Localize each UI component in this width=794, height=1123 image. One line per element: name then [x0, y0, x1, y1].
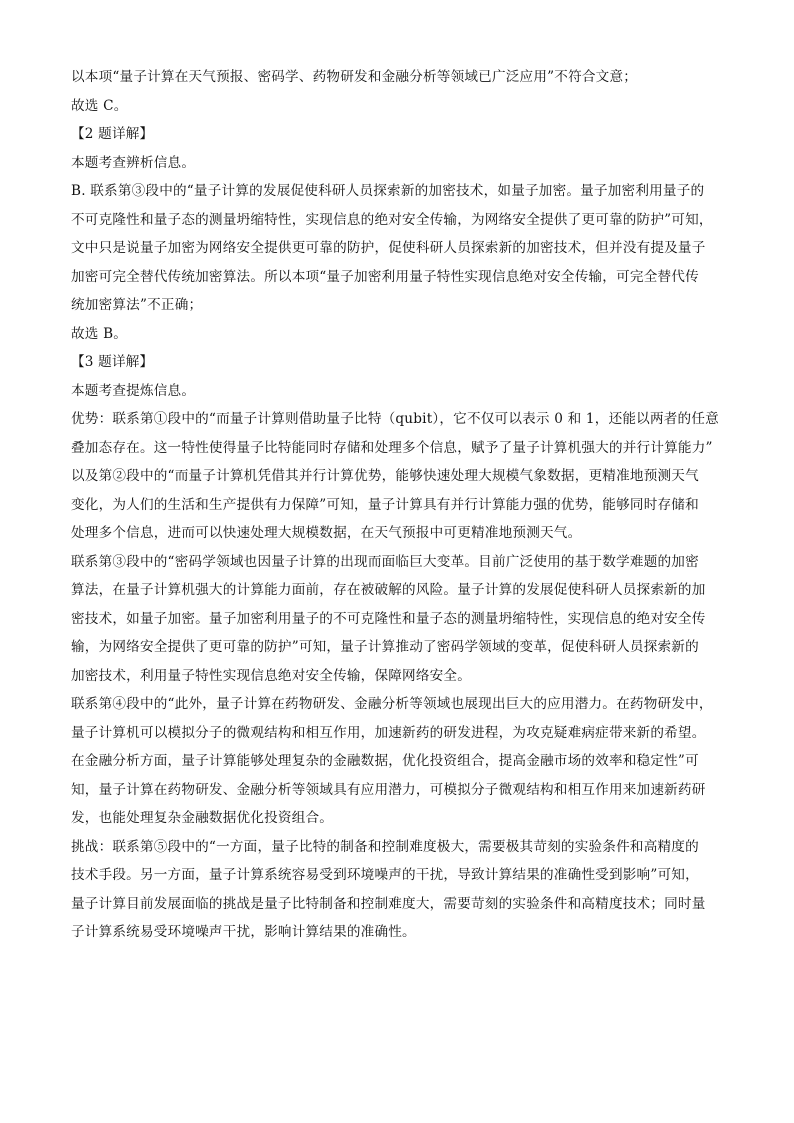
answer-line: 故选 C。	[71, 97, 128, 114]
text-line: 文中只是说量子加密为网络安全提供更可靠的防护，促使科研人员探索新的加密技术，但并没有提及量子	[71, 240, 706, 256]
section-heading: 【2 题详解】	[71, 126, 154, 142]
text-line: 叠加态存在。这一特性使得量子比特能同时存储和处理多个信息，赋予了量子计算机强大的并行计算能力”	[71, 439, 713, 456]
text-line: 本题考查辨析信息。	[71, 154, 196, 171]
text-line: 算法，在量子计算机强大的计算能力面前，存在被破解的风险。量子计算的发展促使科研人员探索新的加	[71, 582, 706, 598]
answer-line: 故选 B。	[71, 325, 128, 342]
text-line: 在金融分析方面，量子计算能够处理复杂的金融数据，优化投资组合，提高金融市场的效率和稳定性”可	[71, 753, 699, 769]
section-heading: 【3 题详解】	[71, 354, 154, 370]
text-line: 子计算系统易受环境噪声干扰，影响计算结果的准确性。	[71, 924, 416, 940]
text-line: 加密可完全替代传统加密算法。所以本项“量子加密利用量子特性实现信息绝对安全传输，可完全替代传	[71, 268, 699, 285]
text-line: 输，为网络安全提供了更可靠的防护”可知，量子计算推动了密码学领域的变革，促使科研人员探索新的	[71, 639, 699, 655]
text-line: 密技术，如量子加密。量子加密利用量子的不可克隆性和量子态的测量坍缩特性，实现信息的绝对安全传	[71, 610, 706, 627]
text-line: B. 联系第③段中的“量子计算的发展促使科研人员探索新的加密技术，如量子加密。量子加密利用量子的	[71, 183, 705, 199]
text-line: 技术手段。另一方面，量子计算系统容易受到环境噪声的干扰，导致计算结果的准确性受到影响”可知，	[71, 867, 699, 883]
text-line: 发，也能处理复杂金融数据优化投资组合。	[71, 810, 334, 826]
text-line: 以本项“量子计算在天气预报、密码学、药物研发和金融分析等领域已广泛应用”不符合文意；	[71, 69, 638, 85]
text-line: 不可克隆性和量子态的测量坍缩特性，实现信息的绝对安全传输，为网络安全提供了更可靠的防护”可知，	[71, 211, 713, 228]
text-line: 以及第②段中的“而量子计算机凭借其并行计算优势，能够快速处理大规模气象数据，更精准地预测天气	[71, 468, 699, 484]
text-line: 知，量子计算在药物研发、金融分析等领域具有应用潜力，可模拟分子微观结构和相互作用来加速新药研	[71, 781, 706, 798]
text-line: 挑战：联系第⑤段中的“一方面，量子比特的制备和控制难度极大，需要极其苛刻的实验条件和高精度的	[71, 838, 699, 855]
text-line: 变化，为人们的生活和生产提供有力保障”可知，量子计算具有并行计算能力强的优势，能够同时存储和	[71, 496, 699, 513]
text-line: 联系第④段中的“此外，量子计算在药物研发、金融分析等领域也展现出巨大的应用潜力。在药物研发中，	[71, 696, 713, 712]
text-line: 优势：联系第①段中的“而量子计算则借助量子比特（qubit），它不仅可以表示 0 和 1，还能以两者的任意	[71, 411, 719, 427]
text-line: 统加密算法”不正确；	[71, 297, 203, 313]
text-line: 量子计算机可以模拟分子的微观结构和相互作用，加速新药的研发进程，为攻克疑难病症带来新的希望。	[71, 724, 706, 741]
text-line: 本题考查提炼信息。	[71, 382, 196, 399]
text-line: 加密技术，利用量子特性实现信息绝对安全传输，保障网络安全。	[71, 667, 472, 684]
document-body	[71, 63, 736, 947]
text-line: 量子计算目前发展面临的挑战是量子比特制备和控制难度大，需要苛刻的实验条件和高精度技术；同时量	[71, 895, 706, 912]
text-line: 处理多个信息，进而可以快速处理大规模数据，在天气预报中可更精准地预测天气。	[71, 525, 582, 541]
text-line: 联系第③段中的“密码学领域也因量子计算的出现而面临巨大变革。目前广泛使用的基于数学难题的加密	[71, 553, 699, 570]
